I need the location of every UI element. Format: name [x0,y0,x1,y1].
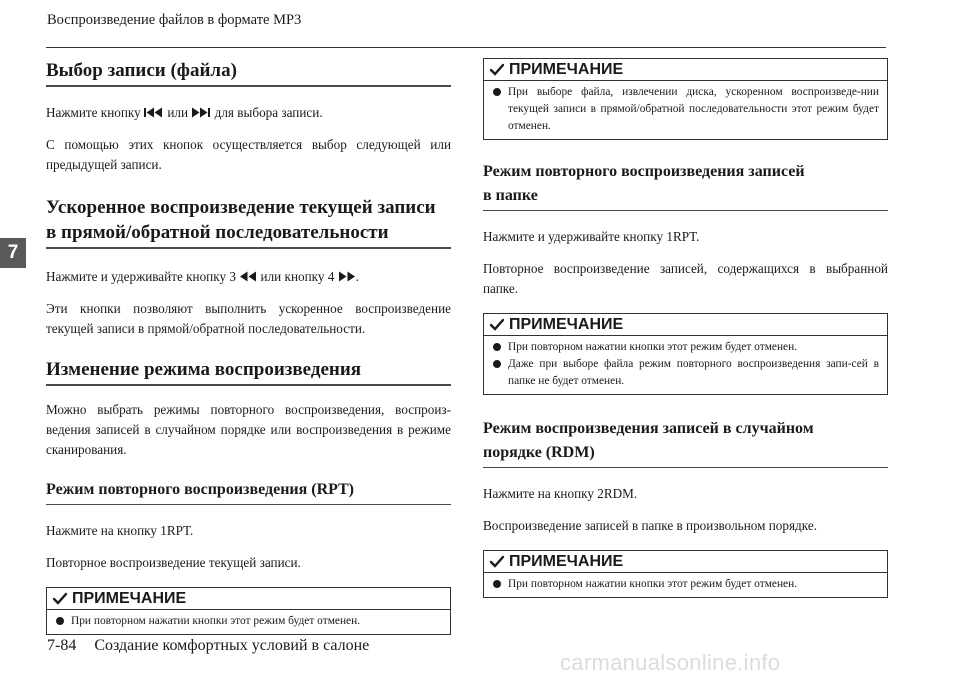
note-heading [47,588,450,610]
paragraph-fast-play-instruction [46,267,451,287]
paragraph-folder-repeat-instruction: Нажмите и удерживайте кнопку 1RPT. [483,229,700,244]
section-title-track-select: Выбор записи (файла) [46,58,451,87]
note-list [47,610,450,634]
fast-reverse-icon [239,271,257,282]
header-divider [46,47,886,48]
title-line: Режим воспроизведения записей в случайном [483,420,814,437]
paragraph-track-select-instruction [46,103,451,123]
left-column [46,58,451,635]
text-span: Нажмите кнопку [46,105,145,120]
footer-chapter-title: Создание комфортных условий в салоне [94,637,370,654]
title-line: в папке [483,187,538,204]
note-list [484,81,887,139]
section-title-rdm [483,417,888,468]
text-span: Нажмите и удерживайте кнопку 3 [46,269,240,284]
note-list [484,336,887,394]
text-span: или кнопку 4 [257,269,338,284]
note-heading [484,551,887,573]
note-list [484,573,887,597]
note-item-text: При выборе файла, извлечении диска, ускоренном воспроизведе-нии текущей записи в прямой/обратной последовательности этот режим будет отменен. [508,86,879,132]
bullet-icon [493,88,501,96]
right-column [483,58,888,598]
paragraph-play-mode-desc: Можно выбрать режимы повторного воспроизведения, воспроиз-ведения записей в случайном порядке или воспроизведения в режиме сканирования. [46,402,451,457]
text-span: или [164,105,192,120]
title-line: Режим повторного воспроизведения записей [483,163,805,180]
paragraph-rdm-instruction: Нажмите на кнопку 2RDM. [483,486,638,501]
note-item [55,613,442,630]
note-item-text: При повторном нажатии кнопки этот режим будет отменен. [508,578,798,590]
note-box-cancel [483,58,888,140]
paragraph-folder-repeat-desc: Повторное воспроизведение записей, содержащихся в выбранной папке. [483,261,888,296]
section-title-fast-play [46,195,451,249]
note-item [492,339,879,356]
note-heading-text: ПРИМЕЧАНИЕ [509,552,624,570]
paragraph-rdm-desc: Воспроизведение записей в папке в произвольном порядке. [483,518,817,533]
note-box-rdm [483,550,888,598]
bullet-icon [56,617,64,625]
title-line: в прямой/обратной последовательности [46,222,389,243]
next-track-icon [191,107,211,118]
bullet-icon [493,580,501,588]
note-check-icon [489,555,505,569]
section-title-folder-repeat [483,160,888,211]
page-footer [47,637,369,655]
section-title-rpt: Режим повторного воспроизведения (RPT) [46,478,451,505]
note-item-text: При повторном нажатии кнопки этот режим будет отменен. [508,341,798,353]
note-item-text: При повторном нажатии кнопки этот режим будет отменен. [71,615,361,627]
text-span: . [355,269,359,284]
watermark: carmanualsonline.info [560,650,781,675]
note-box-rpt [46,587,451,635]
note-check-icon [52,592,68,606]
note-box-folder-repeat [483,313,888,395]
paragraph-rpt-desc: Повторное воспроизведение текущей записи. [46,555,301,570]
previous-track-icon [144,107,164,118]
page-number: 7-84 [47,637,77,654]
title-line: Ускоренное воспроизведение текущей записи [46,197,436,218]
note-heading [484,59,887,81]
note-heading-text: ПРИМЕЧАНИЕ [509,315,624,333]
chapter-tab: 7 [0,238,26,268]
running-header: Воспроизведение файлов в формате MP3 [47,12,302,28]
bullet-icon [493,360,501,368]
note-heading-text: ПРИМЕЧАНИЕ [509,60,624,78]
paragraph-track-select-desc: С помощью этих кнопок осуществляется выбор следующей или предыдущей записи. [46,137,451,172]
note-check-icon [489,318,505,332]
bullet-icon [493,343,501,351]
fast-forward-icon [338,271,356,282]
text-span: для выбора записи. [211,105,323,120]
title-line: порядке (RDM) [483,444,595,461]
paragraph-fast-play-desc: Эти кнопки позволяют выполнить ускоренное воспроизведение текущей записи в прямой/обратной последовательности. [46,301,451,336]
note-item [492,84,879,135]
paragraph-rpt-instruction: Нажмите на кнопку 1RPT. [46,523,194,538]
note-item-text: Даже при выборе файла режим повторного воспроизведения запи-сей в папке не будет отменен. [508,358,879,387]
note-check-icon [489,63,505,77]
section-fast-play [46,195,451,249]
note-item [492,576,879,593]
section-title-play-mode: Изменение режима воспроизведения [46,357,451,386]
note-heading-text: ПРИМЕЧАНИЕ [72,589,187,607]
note-item [492,356,879,390]
note-heading [484,314,887,336]
